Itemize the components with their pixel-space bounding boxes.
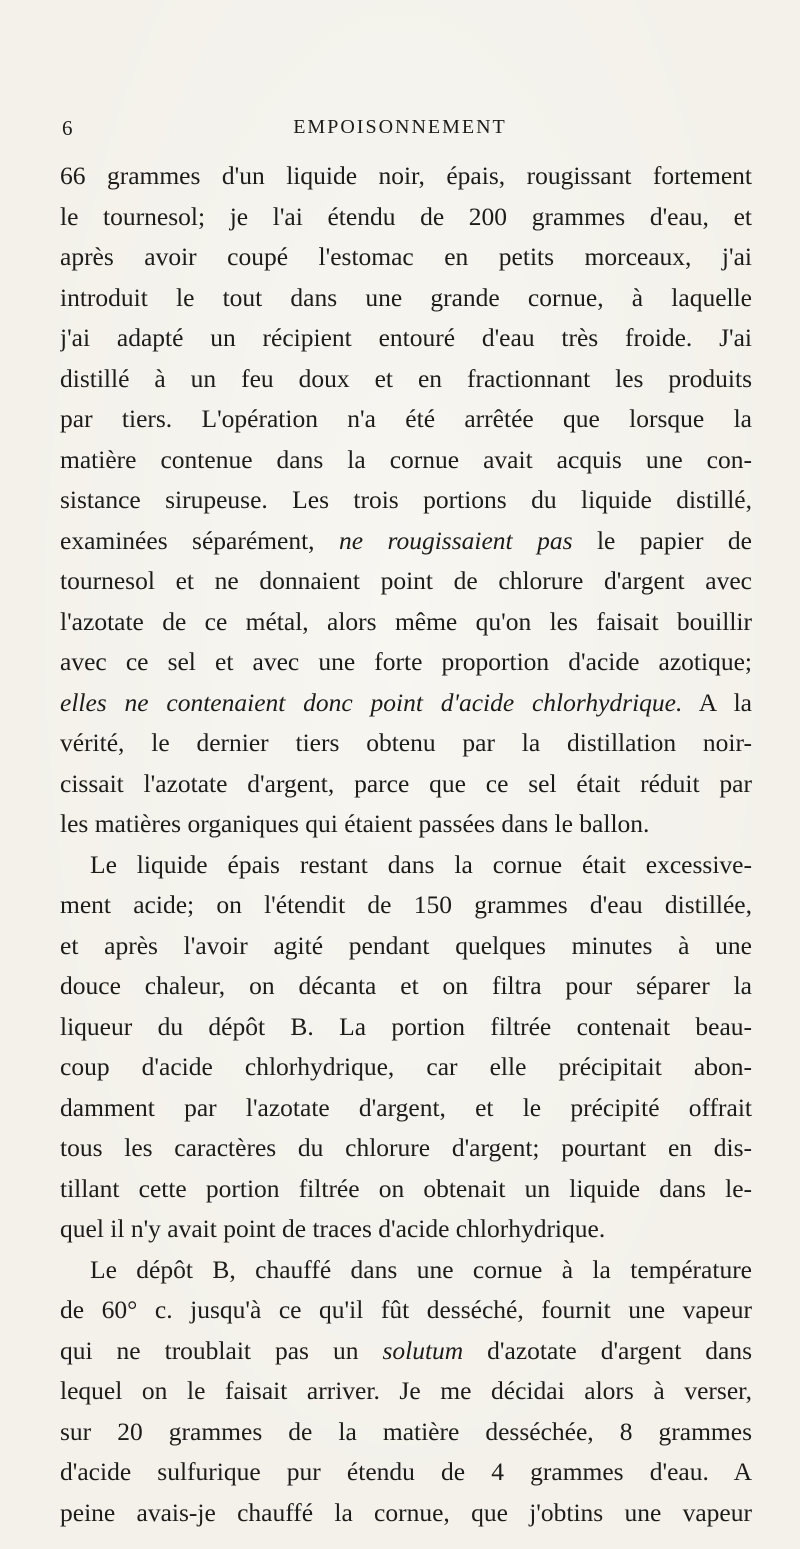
text-line: sistance sirupeuse. Les trois portions du liquide distillé, — [60, 485, 752, 514]
running-title: EMPOISONNEMENT — [293, 116, 507, 138]
text-line: j'ai adapté un récipient entouré d'eau très froide. J'ai — [60, 323, 752, 352]
text-line: cissait l'azotate d'argent, parce que ce sel était réduit par — [60, 768, 752, 798]
text-line: vérité, le dernier tiers obtenu par la distillation noir- — [60, 728, 752, 757]
text-segment: d'azotate d'argent dans — [463, 1335, 752, 1365]
text-line: tillant cette portion filtrée on obtenait un liquide dans le- — [60, 1173, 752, 1203]
text-segment: qui ne troublait pas un — [60, 1335, 383, 1365]
text-line: l'azotate de ce métal, alors même qu'on les faisait bouillir — [60, 606, 752, 636]
text-line — [60, 683, 752, 724]
text-line: sur 20 grammes de la matière desséchée, 8 grammes — [60, 1416, 752, 1446]
text-line: avec ce sel et avec une forte proportion d'acide azotique; — [60, 647, 752, 676]
text-line: liqueur du dépôt B. La portion filtrée contenait beau- — [60, 1011, 752, 1041]
text-line: peine avais-je chauffé la cornue, que j'obtins une vapeur — [60, 1497, 752, 1527]
text-line: de 60° c. jusqu'à ce qu'il fût desséché, fournit une vapeur — [60, 1295, 752, 1324]
text-line: tournesol et ne donnaient point de chlorure d'argent avec — [60, 566, 752, 595]
text-segment: le papier de — [572, 525, 752, 555]
italic-segment: solutum — [382, 1335, 464, 1365]
text-segment: examinées séparément, — [60, 525, 339, 555]
text-line — [60, 521, 752, 562]
italic-segment: elles ne contenaient donc point d'acide chlorhydrique. — [60, 687, 683, 717]
text-line: damment par l'azotate d'argent, et le précipité offrait — [60, 1092, 752, 1122]
text-line: les matières organiques qui étaient passées dans le ballon. — [60, 809, 650, 838]
text-line: distillé à un feu doux et en fractionnant les produits — [60, 363, 752, 393]
text-segment: A la — [682, 687, 752, 717]
text-line: matière contenue dans la cornue avait acquis une con- — [60, 444, 752, 474]
text-line: Le liquide épais restant dans la cornue était excessive- — [90, 849, 752, 879]
text-line: 66 grammes d'un liquide noir, épais, rougissant fortement — [60, 161, 752, 190]
text-line: le tournesol; je l'ai étendu de 200 grammes d'eau, et — [60, 201, 752, 231]
body-text — [60, 156, 752, 1533]
page-number: 6 — [62, 116, 73, 140]
page-header — [62, 116, 738, 146]
italic-segment: ne rougissaient pas — [338, 525, 573, 555]
text-line: Le dépôt B, chauffé dans une cornue à la température — [90, 1254, 752, 1284]
text-line: par tiers. L'opération n'a été arrêtée que lorsque la — [60, 404, 752, 433]
text-line: après avoir coupé l'estomac en petits morceaux, j'ai — [60, 242, 752, 271]
text-line: introduit le tout dans une grande cornue, à laquelle — [60, 282, 752, 312]
text-line: ment acide; on l'étendit de 150 grammes d'eau distillée, — [60, 890, 752, 919]
text-line: quel il n'y avait point de traces d'acide chlorhydrique. — [60, 1214, 606, 1243]
text-line: lequel on le faisait arriver. Je me décidai alors à verser, — [60, 1376, 752, 1405]
text-line: et après l'avoir agité pendant quelques minutes à une — [60, 930, 752, 960]
text-line: d'acide sulfurique pur étendu de 4 grammes d'eau. A — [60, 1457, 752, 1486]
text-line: tous les caractères du chlorure d'argent; pourtant en dis- — [60, 1133, 752, 1162]
text-line: douce chaleur, on décanta et on filtra pour séparer la — [60, 971, 752, 1000]
text-line: coup d'acide chlorhydrique, car elle précipitait abon- — [60, 1052, 752, 1081]
text-line — [60, 1331, 752, 1372]
